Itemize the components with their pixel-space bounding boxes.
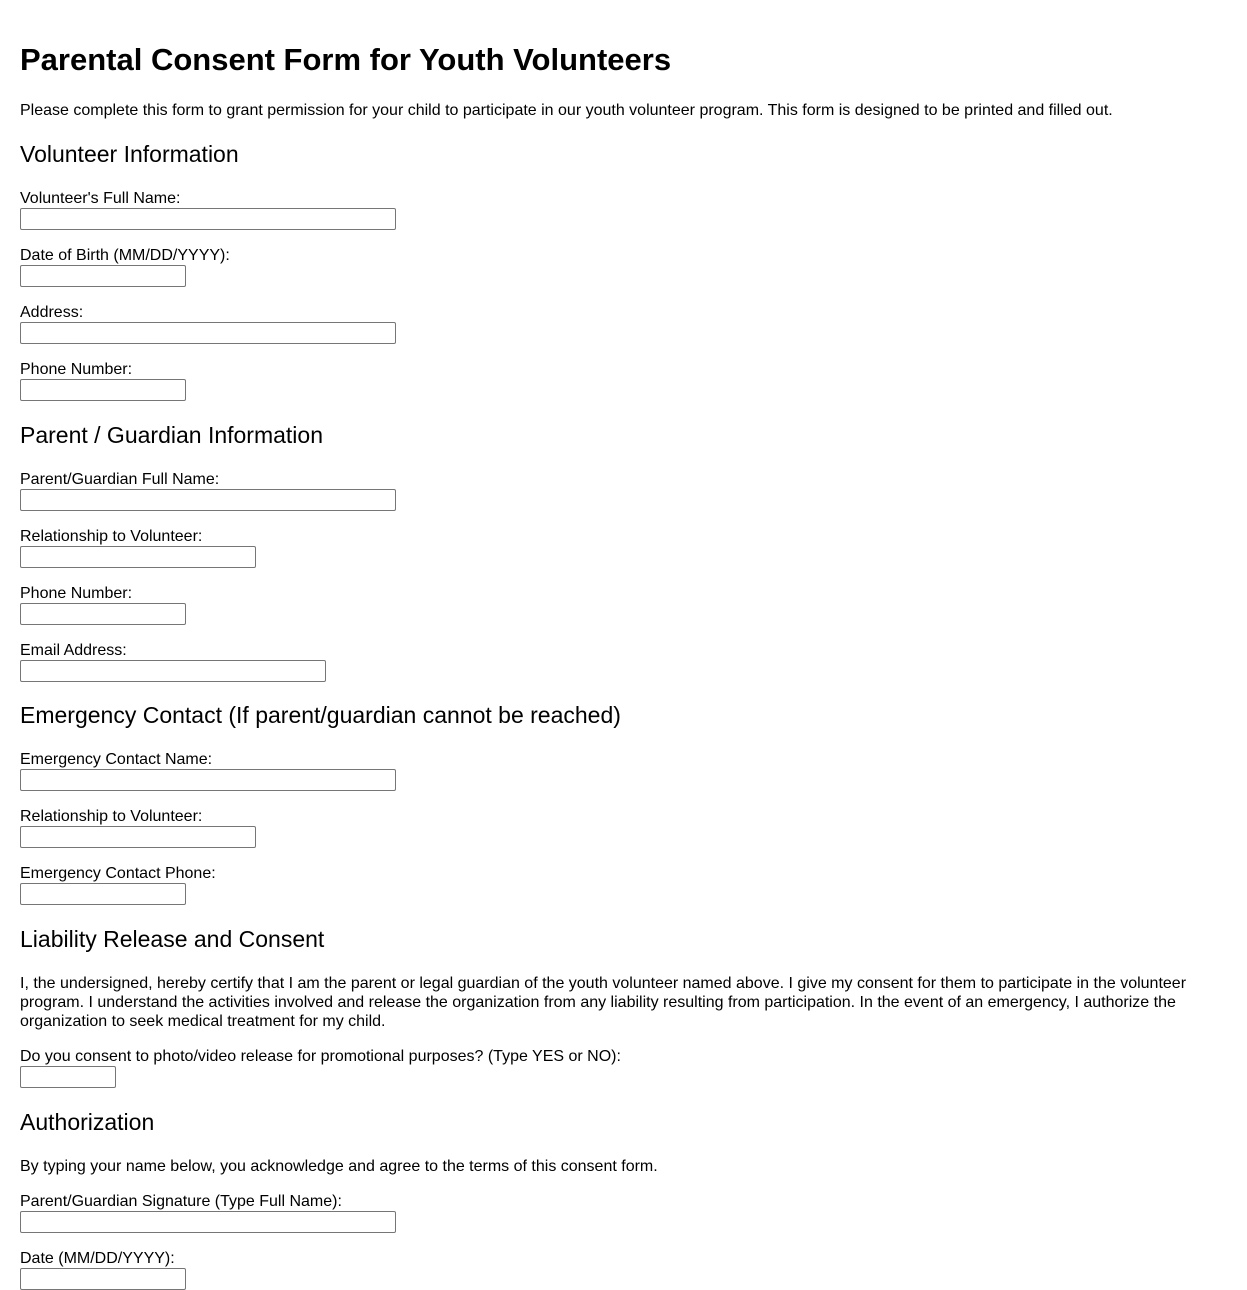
section-heading-authorization: Authorization — [20, 1109, 155, 1135]
guardian-phone-field-group — [20, 584, 186, 625]
volunteer-phone-field-group — [20, 360, 186, 401]
volunteer-dob-field-group — [20, 246, 230, 287]
form-intro: Please complete this form to grant permission for your child to participate in our youth volunteer program. This form is designed to be printed and filled out. — [20, 102, 1113, 119]
signature-input[interactable] — [20, 1211, 396, 1233]
volunteer-address-field-group — [20, 303, 396, 344]
volunteer-name-field-group — [20, 189, 396, 230]
guardian-name-input[interactable] — [20, 489, 396, 511]
emergency-phone-input[interactable] — [20, 883, 186, 905]
guardian-name-label: Parent/Guardian Full Name: — [20, 471, 220, 488]
photo-consent-input[interactable] — [20, 1066, 116, 1088]
volunteer-phone-label: Phone Number: — [20, 361, 133, 378]
guardian-email-label: Email Address: — [20, 642, 127, 659]
signature-date-label: Date (MM/DD/YYYY): — [20, 1250, 175, 1267]
signature-field-group — [20, 1192, 396, 1233]
guardian-relationship-field-group — [20, 527, 256, 568]
emergency-name-label: Emergency Contact Name: — [20, 751, 213, 768]
emergency-phone-field-group — [20, 864, 216, 905]
volunteer-address-label: Address: — [20, 304, 84, 321]
section-heading-volunteer: Volunteer Information — [20, 141, 239, 167]
photo-consent-field-group — [20, 1047, 621, 1088]
guardian-email-input[interactable] — [20, 660, 326, 682]
page-title: Parental Consent Form for Youth Volunteers — [20, 42, 672, 77]
guardian-relationship-input[interactable] — [20, 546, 256, 568]
emergency-name-field-group — [20, 750, 396, 791]
volunteer-phone-input[interactable] — [20, 379, 186, 401]
emergency-relationship-field-group — [20, 807, 256, 848]
volunteer-name-input[interactable] — [20, 208, 396, 230]
volunteer-name-label: Volunteer's Full Name: — [20, 190, 181, 207]
volunteer-address-input[interactable] — [20, 322, 396, 344]
section-heading-liability: Liability Release and Consent — [20, 926, 325, 952]
signature-date-field-group — [20, 1249, 186, 1290]
guardian-email-field-group — [20, 641, 326, 682]
section-heading-guardian: Parent / Guardian Information — [20, 422, 323, 448]
volunteer-dob-label: Date of Birth (MM/DD/YYYY): — [20, 247, 230, 264]
volunteer-dob-input[interactable] — [20, 265, 186, 287]
guardian-name-field-group — [20, 470, 396, 511]
emergency-relationship-input[interactable] — [20, 826, 256, 848]
signature-label: Parent/Guardian Signature (Type Full Name): — [20, 1193, 342, 1210]
emergency-relationship-label: Relationship to Volunteer: — [20, 808, 203, 825]
signature-date-input[interactable] — [20, 1268, 186, 1290]
guardian-phone-input[interactable] — [20, 603, 186, 625]
authorization-text: By typing your name below, you acknowledge and agree to the terms of this consent form. — [20, 1158, 658, 1175]
section-heading-emergency: Emergency Contact (If parent/guardian cannot be reached) — [20, 702, 621, 728]
emergency-phone-label: Emergency Contact Phone: — [20, 865, 216, 882]
emergency-name-input[interactable] — [20, 769, 396, 791]
guardian-phone-label: Phone Number: — [20, 585, 133, 602]
liability-text: I, the undersigned, hereby certify that I am the parent or legal guardian of the youth volunteer named above. I give my consent for them to participate in the volunteer program. I understand the activities involved and release the organization from any liability resulting from participation. In the event of an emergency, I authorize the organization to seek medical treatment for my child. — [20, 975, 1187, 1030]
guardian-relationship-label: Relationship to Volunteer: — [20, 528, 203, 545]
photo-consent-label: Do you consent to photo/video release for promotional purposes? (Type YES or NO): — [20, 1048, 621, 1065]
